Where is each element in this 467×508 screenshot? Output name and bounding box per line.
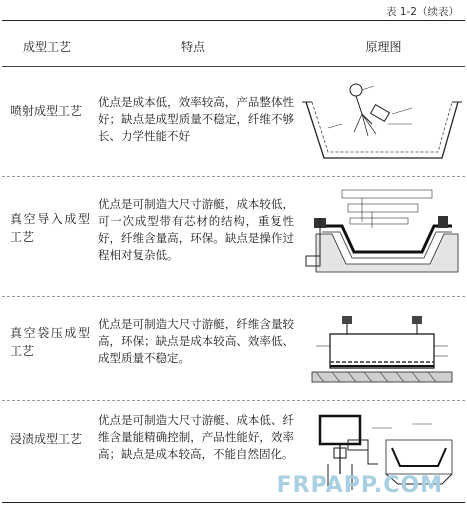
process-features: 优点是可制造大尺寸游艇，纤维含量较高，环保；缺点是成本较高、效率低、成型质量不稳定。	[98, 317, 294, 365]
header-diagram: 原理图	[365, 40, 402, 54]
table-row	[2, 176, 465, 296]
process-name: 真空袋压成型工艺	[10, 326, 90, 358]
process-name: 真空导入成型工艺	[10, 212, 90, 244]
table-row	[2, 296, 465, 400]
table-top-rule	[2, 20, 465, 21]
process-features: 优点是可制造大尺寸游艇、成本低、纤维含量能精确控制，产品性能好，效率高；缺点是成本较高，不能自然固化。	[98, 413, 294, 461]
table-bottom-rule	[2, 502, 465, 503]
process-name: 喷射成型工艺	[10, 104, 83, 118]
header-features: 特点	[180, 40, 205, 54]
vacuum-infusion-diagram	[302, 188, 462, 288]
process-features: 优点是成本低，效率较高，产品整体性好；缺点是成型质量不稳定，纤维不够长、力学性能不好	[98, 95, 294, 143]
process-features: 优点是可制造大尺寸游艇，成本较低，可一次成型带有芯材的结构，重复性好，纤维含量高，环保。缺点是操作过程相对复杂低。	[98, 197, 294, 262]
table-caption: 表 1-2（续表）	[386, 6, 459, 18]
watermark: FRPAPP.COM	[276, 473, 443, 498]
process-name: 浸渍成型工艺	[10, 432, 83, 446]
header-process: 成型工艺	[22, 40, 71, 54]
vacuum-bag-diagram	[302, 306, 462, 398]
spray-diagram	[302, 80, 462, 170]
table-row	[2, 66, 465, 176]
